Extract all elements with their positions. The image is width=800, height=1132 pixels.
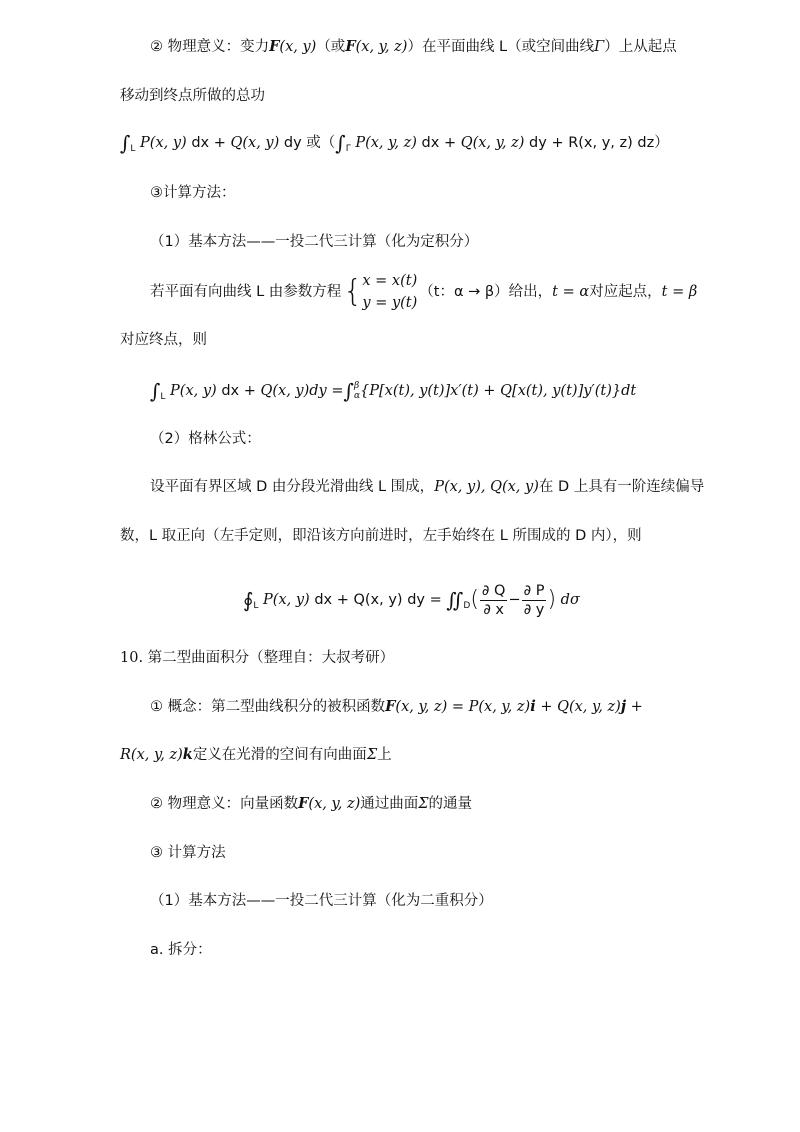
subscript: D [463, 600, 471, 611]
subscript: L [130, 143, 136, 154]
math-PQ: P(x, y), Q(x, y) [434, 479, 539, 495]
math-expr: (x, y, z) = P(x, y, z) [395, 699, 531, 715]
math-Q: Q(x, y) [230, 135, 280, 151]
basic-method-heading-2: （1）基本方法——一投二代三计算（化为二重积分） [150, 893, 493, 909]
math-args: (x, y, z) [355, 39, 408, 55]
calc-method-heading-2: ③ 计算方法 [150, 845, 226, 861]
upper-limit: β [353, 381, 360, 391]
text-span: 通过曲面 [360, 796, 419, 812]
d-sigma: dσ [560, 592, 580, 608]
plus: + [630, 699, 643, 715]
work-integral-formula [120, 133, 669, 159]
paren: ) [547, 587, 557, 612]
math-gamma: Γ [594, 39, 605, 55]
math-sigma: Σ [418, 796, 429, 812]
subscript: Γ [345, 143, 351, 154]
parametric-line [150, 270, 697, 314]
row-1: x = x(t) [362, 273, 418, 289]
math-P: P(x, y) [263, 592, 310, 608]
math-k: k [182, 746, 193, 763]
integral-sign: ∫ [150, 379, 161, 403]
math-args: (x, y) [279, 39, 317, 55]
math-expr: + Q(x, y, z) [540, 699, 621, 715]
contour-integral-sign: ∮ [243, 588, 254, 612]
text-span: ② 物理意义：向量函数 [150, 796, 299, 812]
fraction-dQ-dx [480, 582, 508, 619]
text-span: ② 物理意义：变力 [150, 39, 270, 55]
integral-sign: ∫ [120, 131, 131, 155]
text-span: ）在平面曲线 L（或空间曲线 [407, 39, 595, 55]
text-span: dx + [191, 135, 226, 151]
end-point-line: 对应终点，则 [120, 332, 207, 348]
positive-direction-line: 数，L 取正向（左手定则，即沿该方向前进时，左手始终在 L 所围成的 D 内），则 [120, 528, 642, 544]
row-2: y = y(t) [362, 295, 418, 311]
text-span: ） [379, 650, 395, 666]
text-span: 若平面有向曲线 L 由参数方程 [150, 284, 342, 300]
math-P: P(x, y) [170, 383, 217, 399]
subscript: L [160, 391, 166, 402]
equals: = [331, 383, 344, 399]
section-10-heading [120, 648, 394, 668]
text-span: （或 [316, 39, 346, 55]
total-work-line: 移动到终点所做的总功 [120, 88, 265, 104]
concept-line [150, 697, 643, 717]
numerator: ∂ Q [481, 582, 506, 599]
section-number: 10. [120, 650, 144, 666]
text-span: dx + [221, 383, 256, 399]
integral-sign: ∫ [343, 379, 354, 403]
integrand: {P[x(t), y(t)]x′(t) + Q[x(t), y(t)]y′(t)}dt [360, 383, 637, 399]
brace: { [343, 274, 363, 309]
green-formula [243, 578, 580, 628]
math-Q: Q(x, y, z) [460, 135, 525, 151]
text-span: 的通量 [428, 796, 473, 812]
text-span: 对应起点， [589, 284, 662, 300]
double-integral-sign: ∬ [446, 588, 464, 612]
math-P: P(x, y) [140, 135, 187, 151]
math-args: (x, y, z) [308, 796, 361, 812]
numerator: ∂ P [523, 582, 545, 599]
rows [362, 270, 417, 314]
integral-sign: ∫ [335, 131, 346, 155]
denominator: ∂ y [523, 601, 545, 618]
calc-method-heading: ③计算方法： [150, 185, 236, 201]
source-name: 大叔考研 [321, 650, 380, 666]
subscript: L [253, 600, 259, 611]
math-F: F [345, 38, 356, 55]
math-Q: Q(x, y)dy [260, 383, 327, 399]
definite-integral-formula [150, 381, 636, 407]
split-step-line: a. 拆分： [150, 942, 212, 958]
math-R: R(x, y, z) [120, 747, 183, 763]
concept-continuation [120, 745, 392, 765]
math-F: F [269, 38, 280, 55]
fraction-dP-dy [522, 582, 547, 619]
lower-limit: α [353, 391, 361, 401]
text-span: 设平面有界区域 D 由分段光滑曲线 L 围成， [150, 479, 435, 495]
text-span: ① 概念：第二型曲线积分的被积函数 [150, 699, 386, 715]
physical-meaning-line [150, 37, 677, 57]
text-span: dx + [421, 135, 457, 151]
math-t: t = β [661, 284, 698, 300]
text-span: （t：α → β）给出， [419, 284, 553, 300]
math-j: j [620, 698, 627, 715]
text-span: dx + Q(x, y) dy = [314, 592, 442, 608]
denominator: ∂ x [483, 601, 505, 618]
math-sigma: Σ [366, 747, 378, 763]
green-condition-line [150, 477, 704, 497]
paren: ( [470, 587, 479, 612]
text-span: 上 [377, 747, 392, 763]
math-F: F [298, 795, 309, 812]
text-span: 定义在光滑的空间有向曲面 [192, 747, 367, 763]
text-span: 在 D 上具有一阶连续偏导 [538, 479, 705, 495]
text-span: dy + R(x, y, z) dz） [529, 135, 669, 151]
text-span: ）上从起点 [604, 39, 677, 55]
math-P: P(x, y, z) [355, 135, 417, 151]
flux-meaning-line [150, 794, 472, 814]
green-formula-heading: （2）格林公式： [150, 431, 261, 447]
parametric-system [343, 270, 417, 314]
basic-method-heading: （1）基本方法——一投二代三计算（化为定积分） [150, 234, 479, 250]
math-F: F [385, 698, 396, 715]
math-t: t = α [552, 284, 590, 300]
minus: − [508, 592, 521, 608]
text-span: dy 或（ [283, 135, 336, 151]
text-span: 第二型曲面积分（整理自： [147, 650, 322, 666]
math-i: i [530, 698, 536, 715]
